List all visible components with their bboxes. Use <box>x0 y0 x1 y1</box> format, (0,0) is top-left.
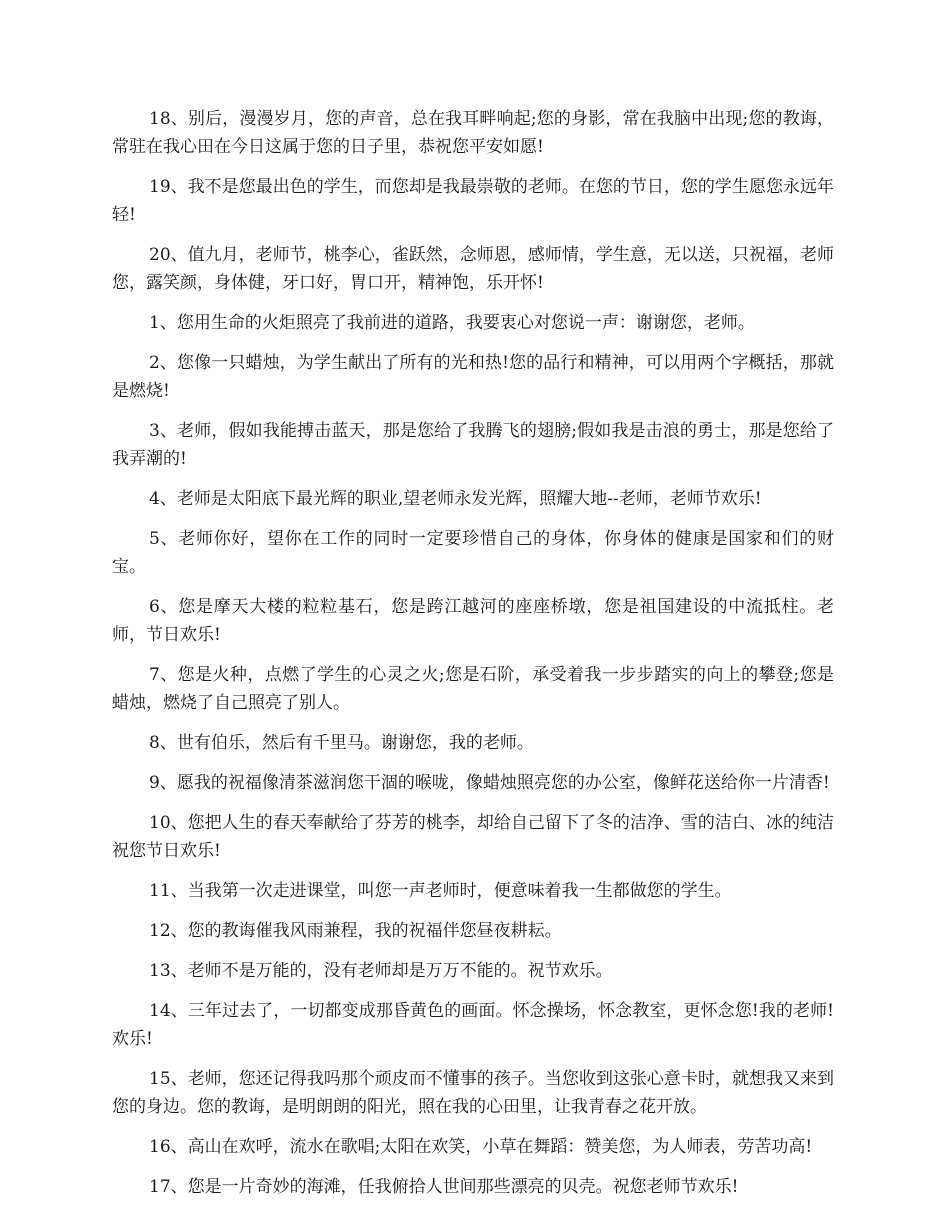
paragraph-12: 12、您的教诲催我风雨兼程，我的祝福伴您昼夜耕耘。 <box>149 921 562 941</box>
paragraph-7: 7、您是火种，点燃了学生的心灵之火;您是石阶，承受着我一步步踏实的向上的攀登;您是蜡烛，燃烧了自己照亮了别人。 <box>112 665 834 713</box>
paragraph-6: 6、您是摩天大楼的粒粒基石，您是跨江越河的座座桥墩，您是祖国建设的中流抵柱。老师，节日欢乐! <box>112 597 834 645</box>
paragraph-16: 16、高山在欢呼，流水在歌唱;太阳在欢笑，小草在舞蹈：赞美您，为人师表，劳苦功高! <box>149 1137 813 1157</box>
paragraph-3: 3、老师，假如我能搏击蓝天，那是您给了我腾飞的翅膀;假如我是击浪的勇士，那是您给了我弄潮的! <box>112 421 834 469</box>
paragraph-13: 13、老师不是万能的，没有老师却是万万不能的。祝节欢乐。 <box>149 961 613 981</box>
paragraph-18: 18、别后，漫漫岁月，您的声音，总在我耳畔响起;您的身影，常在我脑中出现;您的教诲，常驻在我心田在今日这属于您的日子里，恭祝您平安如愿! <box>112 109 834 157</box>
paragraph-8: 8、世有伯乐，然后有千里马。谢谢您，我的老师。 <box>149 733 534 753</box>
paragraph-20: 20、值九月，老师节，桃李心，雀跃然，念师恩，感师情，学生意，无以送，只祝福，老师您，露笑颜，身体健，牙口好，胃口开，精神饱，乐开怀! <box>112 245 834 293</box>
document-body <box>112 105 834 1213</box>
paragraph-5: 5、老师你好，望你在工作的同时一定要珍惜自己的身体，你身体的健康是国家和们的财宝。 <box>112 529 834 577</box>
paragraph-10: 10、您把人生的春天奉献给了芬芳的桃李，却给自己留下了冬的洁净、雪的洁白、冰的纯洁祝您节日欢乐! <box>112 813 834 861</box>
paragraph-11: 11、当我第一次走进课堂，叫您一声老师时，便意味着我一生都做您的学生。 <box>149 881 732 901</box>
paragraph-14: 14、三年过去了，一切都变成那昏黄色的画面。怀念操场，怀念教室，更怀念您!我的老师!欢乐! <box>112 1001 834 1049</box>
paragraph-15: 15、老师，您还记得我吗那个顽皮而不懂事的孩子。当您收到这张心意卡时，就想我又来到您的身边。您的教诲，是明朗朗的阳光，照在我的心田里，让我青春之花开放。 <box>112 1069 834 1117</box>
paragraph-1: 1、您用生命的火炬照亮了我前进的道路，我要衷心对您说一声：谢谢您，老师。 <box>149 313 755 333</box>
paragraph-9: 9、愿我的祝福像清茶滋润您干涸的喉咙，像蜡烛照亮您的办公室，像鲜花送给你一片清香! <box>149 773 830 793</box>
paragraph-2: 2、您像一只蜡烛，为学生献出了所有的光和热!您的品行和精神，可以用两个字概括，那就是燃烧! <box>112 353 834 401</box>
paragraph-19: 19、我不是您最出色的学生，而您却是我最崇敬的老师。在您的节日，您的学生愿您永远年轻! <box>112 177 834 225</box>
paragraph-17: 17、您是一片奇妙的海滩，任我俯拾人世间那些漂亮的贝壳。祝您老师节欢乐! <box>149 1177 739 1197</box>
paragraph-4: 4、老师是太阳底下最光辉的职业,望老师永发光辉，照耀大地--老师，老师节欢乐! <box>149 489 762 509</box>
